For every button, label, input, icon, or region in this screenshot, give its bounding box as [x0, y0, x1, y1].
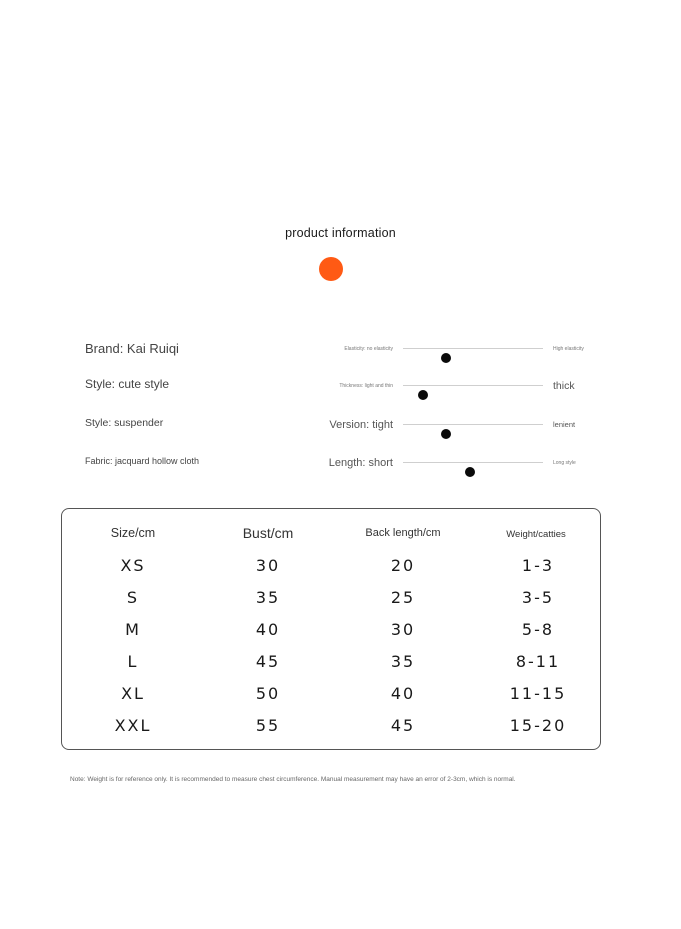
slider-thickness — [0, 376, 681, 396]
table-cell: 30 — [255, 556, 281, 575]
table-cell: 35 — [255, 588, 281, 607]
table-cell: 15-20 — [509, 716, 567, 735]
table-cell: M — [125, 620, 141, 639]
attribute-fabric: Fabric: jacquard hollow cloth — [85, 456, 200, 466]
slider-version-left-label: Version: tight — [329, 419, 393, 431]
slider-thickness-left-label: Thickness: light and thin — [339, 383, 393, 389]
table-cell: 25 — [390, 588, 416, 607]
table-cell: XXL — [114, 716, 152, 735]
size-table — [61, 508, 601, 750]
table-cell: 20 — [390, 556, 416, 575]
table-cell: 50 — [255, 684, 281, 703]
table-cell: 45 — [255, 652, 281, 671]
table-cell: 1-3 — [521, 556, 555, 575]
table-cell: L — [127, 652, 139, 671]
slider-length-right-label: Long style — [553, 460, 576, 466]
attribute-style-suspender: Style: suspender — [85, 417, 164, 429]
slider-elasticity-track — [403, 348, 543, 349]
slider-length-track — [403, 462, 543, 463]
slider-version — [0, 415, 681, 435]
footnote: Note: Weight is for reference only. It is recommended to measure chest circumference. Manual measurement may have an error of 2-3cm, which is normal. — [70, 776, 516, 783]
table-cell: 45 — [390, 716, 416, 735]
header-weight: Weight/catties — [506, 529, 566, 540]
slider-length-knob — [465, 467, 475, 477]
table-cell: 8-11 — [515, 652, 561, 671]
slider-elasticity-right-label: High elasticity — [553, 346, 584, 352]
table-cell: 35 — [390, 652, 416, 671]
product-info-title: product information — [285, 226, 396, 240]
table-cell: XS — [120, 556, 146, 575]
table-cell: 55 — [255, 716, 281, 735]
table-cell: 11-15 — [509, 684, 567, 703]
attribute-brand: Brand: Kai Ruiqi — [85, 341, 179, 356]
attribute-style-cute: Style: cute style — [85, 377, 170, 391]
table-cell: 5-8 — [521, 620, 555, 639]
table-cell: S — [126, 588, 140, 607]
slider-length-left-label: Length: short — [328, 457, 393, 469]
table-cell: 40 — [390, 684, 416, 703]
slider-elasticity-knob — [441, 353, 451, 363]
orange-dot-icon — [319, 257, 343, 281]
table-cell: 30 — [390, 620, 416, 639]
slider-version-right-label: lenient — [553, 420, 576, 429]
header-size: Size/cm — [110, 526, 156, 540]
slider-elasticity-left-label: Elasticity: no elasticity — [344, 346, 393, 352]
header-back-length: Back length/cm — [365, 527, 441, 539]
slider-thickness-track — [403, 385, 543, 386]
slider-thickness-right-label: thick — [553, 380, 575, 392]
table-cell: XL — [121, 684, 145, 703]
slider-version-track — [403, 424, 543, 425]
header-bust: Bust/cm — [242, 525, 294, 541]
table-cell: 3-5 — [521, 588, 555, 607]
table-cell: 40 — [255, 620, 281, 639]
slider-elasticity — [0, 339, 681, 359]
slider-length — [0, 453, 681, 473]
slider-version-knob — [441, 429, 451, 439]
slider-thickness-knob — [418, 390, 428, 400]
